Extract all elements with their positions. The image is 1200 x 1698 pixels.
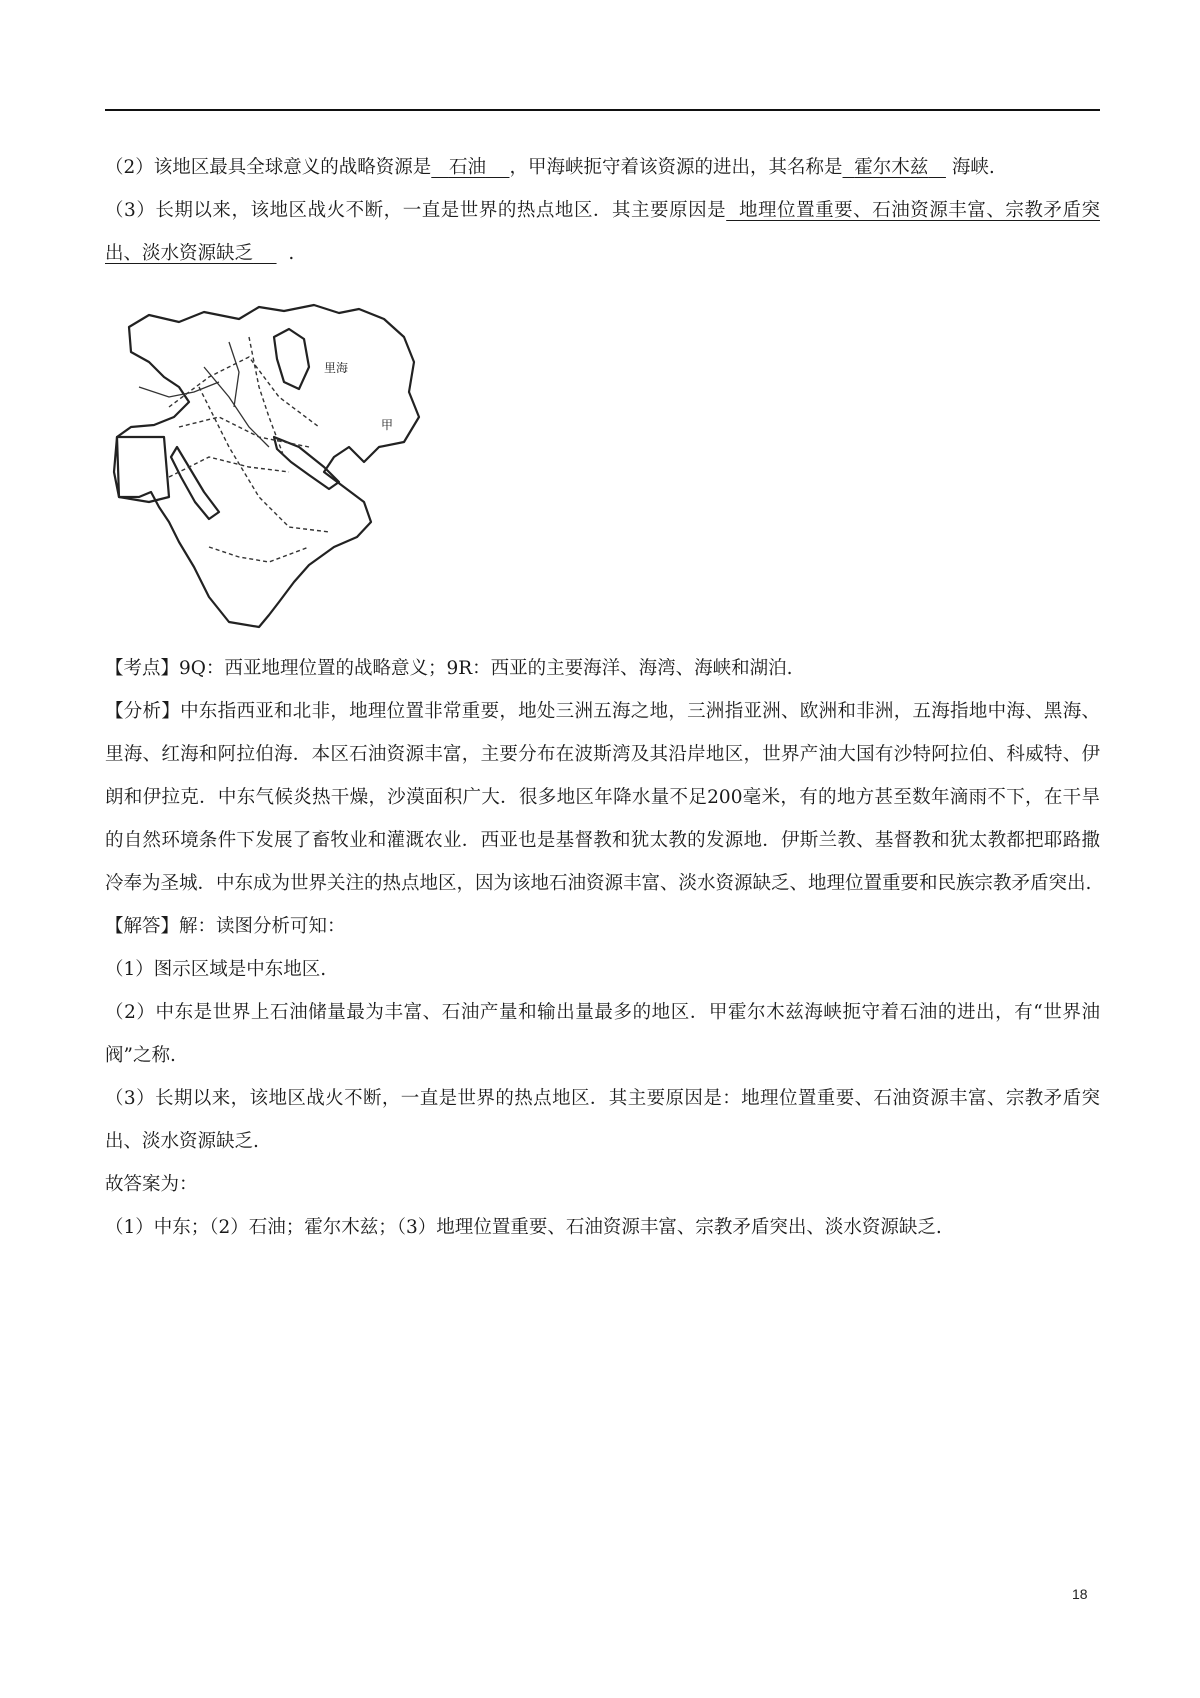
page-number: 18 (1072, 1586, 1088, 1602)
fenxi: 【分析】中东指西亚和北非，地理位置非常重要，地处三洲五海之地，三洲指亚洲、欧洲和非洲，五海指地中海、黑海、里海、红海和阿拉伯海．本区石油资源丰富，主要分布在波斯湾及其沿岸地区，世界产油大国有沙特阿拉伯、科威特、伊朗和伊拉克．中东气候炎热干燥，沙漠面积广大．很多地区年降水量不足200毫米，有的地方甚至数年滴雨不下，在干旱的自然环境条件下发展了畜牧业和灌溉农业．西亚也是基督教和犹太教的发源地．伊斯兰教、基督教和犹太教都把耶路撒冷奉为圣城．中东成为世界关注的热点地区，因为该地石油资源丰富、淡水资源缺乏、地理位置重要和民族宗教矛盾突出. (105, 701, 1100, 894)
final-answer: （1）中东；（2）石油；霍尔木兹；（3）地理位置重要、石油资源丰富、宗教矛盾突出、淡水资源缺乏. (105, 1217, 942, 1238)
q2-answer-2: 霍尔木兹 (854, 157, 929, 178)
middle-east-map (109, 297, 459, 637)
q2-prefix: （2）该地区最具全球意义的战略资源是 (105, 157, 432, 178)
q3-answer: 地理位置重要、石油资源丰富、宗教矛盾突出、淡水资源缺乏 (105, 200, 1100, 264)
q2-answer-1: 石油 (448, 157, 486, 178)
document-body (105, 146, 1100, 1249)
q3-prefix: （3）长期以来，该地区战火不断，一直是世界的热点地区．其主要原因是 (105, 200, 727, 221)
gu-answer-label: 故答案为： (105, 1174, 198, 1195)
map-red-sea (171, 447, 219, 519)
answer-2: （2）中东是世界上石油储量最为丰富、石油产量和输出量最多的地区．甲霍尔木兹海峡扼守着石油的进出，有“世界油阀”之称. (105, 1002, 1100, 1066)
question-3 (105, 189, 1100, 275)
q3-suffix: . (288, 243, 295, 264)
answer-1: （1）图示区域是中东地区. (105, 959, 327, 980)
map-label-east: 甲 (381, 418, 394, 432)
header-rule (105, 109, 1100, 111)
map-egypt (117, 437, 169, 502)
q2-suffix: 海峡. (951, 157, 995, 178)
question-2 (105, 146, 1100, 189)
q2-mid: ，甲海峡扼守着该资源的进出，其名称是 (509, 157, 843, 178)
map-coastline (114, 305, 419, 627)
map-caspian (274, 329, 309, 389)
kaodian: 【考点】9Q：西亚地理位置的战略意义；9R：西亚的主要海洋、海湾、海峡和湖泊. (105, 658, 793, 679)
jieda: 【解答】解：读图分析可知： (105, 916, 346, 937)
map-label-north: 里海 (324, 361, 349, 375)
answer-3: （3）长期以来，该地区战火不断，一直是世界的热点地区．其主要原因是：地理位置重要、石油资源丰富、宗教矛盾突出、淡水资源缺乏. (105, 1088, 1100, 1152)
